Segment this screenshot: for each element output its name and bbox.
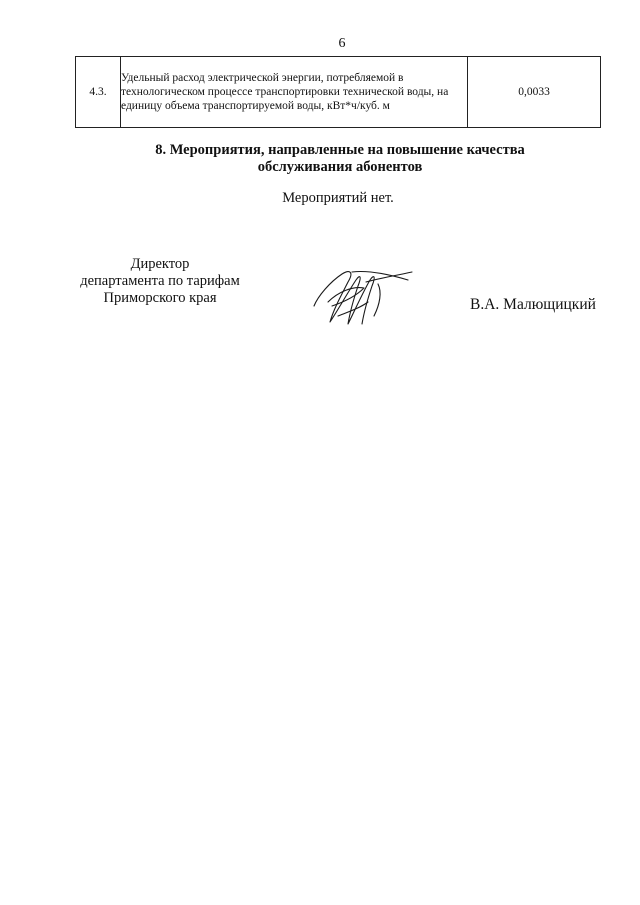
section-text: Мероприятий нет.: [282, 190, 394, 206]
signatory-name: В.А. Малющицкий: [470, 296, 596, 313]
row-description-cell: Удельный расход электрической энергии, потребляемой в технологическом процессе транспортировки технической воды, на единицу объема транспортируемой воды, кВт*ч/куб. м: [121, 57, 468, 128]
signatory-title-line-2: департамента по тарифам: [80, 273, 240, 289]
signatory-title-line-3: Приморского края: [103, 290, 217, 306]
indicator-table: [75, 56, 601, 128]
signatory-title: [60, 256, 260, 307]
section-heading-line-2: обслуживания абонентов: [257, 159, 423, 175]
table-row: [76, 57, 601, 128]
handwritten-signature: [308, 262, 418, 328]
page-number: 6: [338, 36, 346, 51]
row-value-cell: 0,0033: [468, 57, 601, 128]
section-heading: [100, 142, 580, 176]
row-number-cell: 4.3.: [76, 57, 121, 128]
section-heading-line-1: 8. Мероприятия, направленные на повышение качества: [155, 142, 525, 158]
signatory-title-line-1: Директор: [130, 256, 190, 272]
